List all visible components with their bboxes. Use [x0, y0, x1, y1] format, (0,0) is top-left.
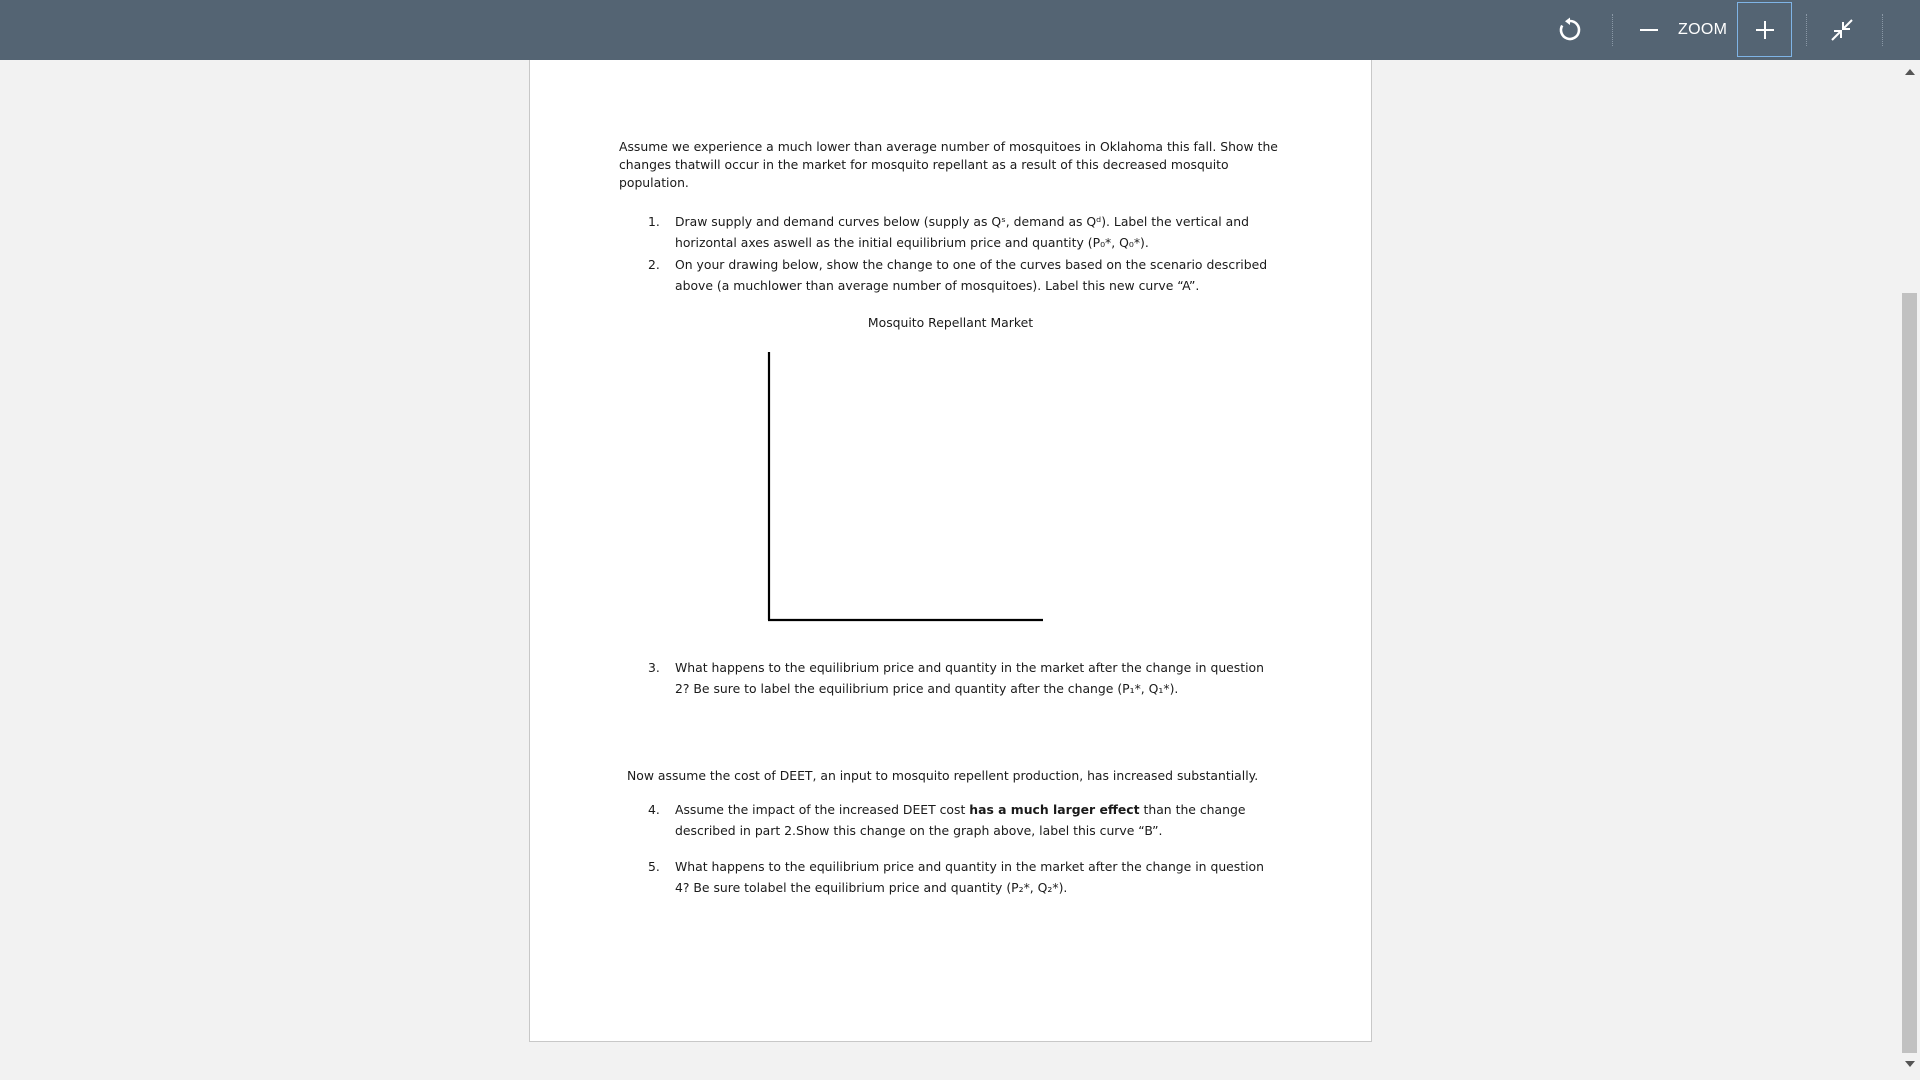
question-5-number: 5. [648, 859, 660, 874]
document-viewport[interactable] [0, 60, 1900, 1080]
question-3-number: 3. [648, 660, 660, 675]
question-3-text: What happens to the equilibrium price and quantity in the market after the change in question 2? Be sure to label the equilibrium price and quantity after the change (P₁*, Q₁*). [675, 660, 1264, 696]
question-4-emphasis: has a much larger effect [969, 802, 1140, 817]
question-1-number: 1. [648, 214, 660, 229]
scroll-up-button[interactable] [1900, 64, 1920, 80]
zoom-out-button[interactable] [1630, 0, 1668, 60]
zoom-in-icon [1754, 19, 1776, 41]
toolbar-separator [1612, 14, 1613, 46]
document-page [529, 60, 1372, 1042]
question-4-text-start: Assume the impact of the increased DEET cost [675, 802, 970, 817]
toolbar-separator [1882, 14, 1883, 46]
scrollbar-thumb[interactable] [1902, 293, 1917, 1053]
question-5 [648, 856, 1268, 898]
question-5-text: What happens to the equilibrium price and quantity in the market after the change in question 4? Be sure tolabel the equilibrium price and quantity (P₂*, Q₂*). [675, 859, 1264, 895]
reset-zoom-button[interactable] [1550, 0, 1590, 60]
deet-paragraph: Now assume the cost of DEET, an input to mosquito repellent production, has increased substantially. [627, 768, 1259, 783]
blank-graph-axes [530, 60, 1373, 676]
scroll-down-button[interactable] [1900, 1056, 1920, 1072]
question-1-text: Draw supply and demand curves below (supply as Qˢ, demand as Qᵈ). Label the vertical and horizontal axes aswell as the initial equilibrium price and quantity (P₀*, Q₀*). [675, 214, 1249, 250]
zoom-in-button[interactable] [1737, 2, 1792, 57]
question-4-text-end: than the change described in part 2.Show this change on the graph above, label this curve “B”. [675, 802, 1246, 838]
zoom-out-icon [1639, 20, 1659, 40]
viewer-toolbar [0, 0, 1920, 60]
caret-down-icon [1905, 1061, 1915, 1067]
question-4 [648, 799, 1268, 841]
reset-icon [1557, 17, 1583, 43]
zoom-label: ZOOM [1678, 21, 1728, 38]
question-4-text [675, 799, 1268, 841]
vertical-scrollbar[interactable] [1900, 60, 1920, 1080]
chart-title: Mosquito Repellant Market [867, 315, 1034, 330]
intro-paragraph: Assume we experience a much lower than average number of mosquitoes in Oklahoma this fall. Show the changes thatwill occur in the market for mosquito repellant as a result of this decreased mosquito population. [619, 139, 1278, 190]
question-3 [648, 657, 1268, 699]
caret-up-icon [1905, 69, 1915, 75]
collapse-icon [1830, 18, 1854, 42]
exit-fullscreen-button[interactable] [1820, 0, 1864, 60]
question-2-text: On your drawing below, show the change to one of the curves based on the scenario described above (a muchlower than average number of mosquitoes). Label this new curve “A”. [675, 257, 1268, 293]
question-2-number: 2. [648, 257, 660, 272]
toolbar-separator [1806, 14, 1807, 46]
question-4-number: 4. [648, 802, 660, 817]
